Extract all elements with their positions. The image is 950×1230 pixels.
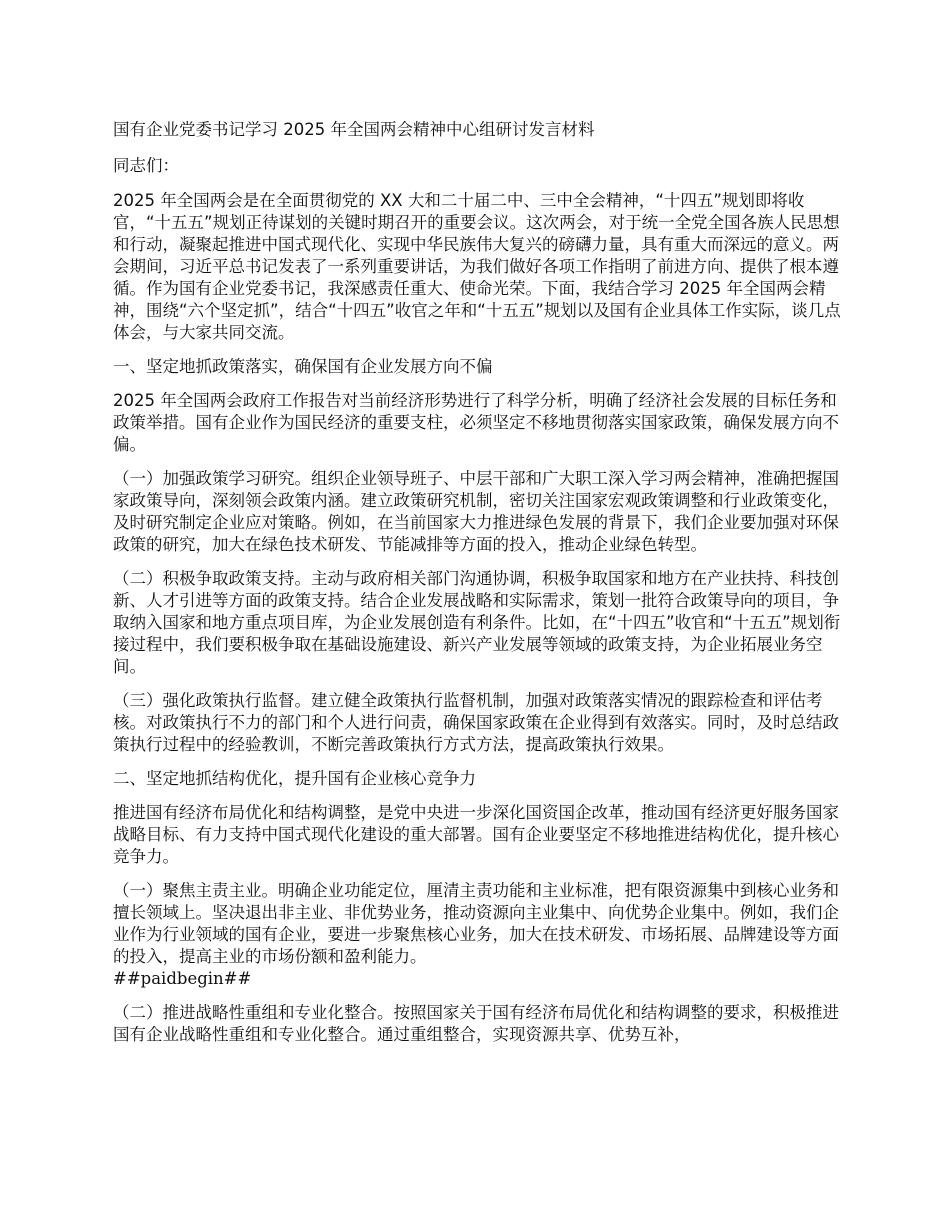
section-2-heading: 二、坚定地抓结构优化，提升国有企业核心竞争力: [113, 769, 476, 788]
section-1-point-1: （一）加强政策学习研究。组织企业领导班子、中层干部和广大职工深入学习两会精神，准确把握国家政策导向，深刻领会政策内涵。建立政策研究机制，密切关注国家宏观政策调整和行业政策变化，及时研究制定企业应对策略。例如，在当前国家大力推进绿色发展的背景下，我们企业要加强对环保政策的研究，加大在绿色技术研发、节能减排等方面的投入，推动企业绿色转型。: [113, 469, 839, 554]
section-2-point-1: [113, 880, 848, 990]
section-2-lead: 推进国有经济布局优化和结构调整，是党中央进一步深化国资国企改革，推动国有经济更好服务国家战略目标、有力支持中国式现代化建设的重大部署。国有企业要坚定不移地推进结构优化，提升核心竞争力。: [113, 803, 839, 866]
section-1-point-3: （三）强化政策执行监督。建立健全政策执行监督机制，加强对政策落实情况的跟踪检查和评估考核。对政策执行不力的部门和个人进行问责，确保国家政策在企业得到有效落实。同时，及时总结政策执行过程中的经验教训，不断完善政策执行方式方法，提高政策执行效果。: [113, 691, 839, 754]
section-1-heading: 一、坚定地抓政策落实，确保国有企业发展方向不偏: [113, 357, 493, 376]
section-1-point-2: （二）积极争取政策支持。主动与政府相关部门沟通协调，积极争取国家和地方在产业扶持、科技创新、人才引进等方面的政策支持。结合企业发展战略和实际需求，策划一批符合政策导向的项目，争取纳入国家和地方重点项目库，为企业发展创造有利条件。比如，在“十四五”收官和“十五五”规划衔接过程中，我们要积极争取在基础设施建设、新兴产业发展等领域的政策支持，为企业拓展业务空间。: [113, 569, 841, 676]
intro-paragraph: 2025 年全国两会是在全面贯彻党的 XX 大和二十届二中、三中全会精神，“十四五”规划即将收官，“十五五”规划正待谋划的关键时期召开的重要会议。这次两会，对于统一全党全国各族人民思想和行动，凝聚起推进中国式现代化、实现中华民族伟大复兴的磅礴力量，具有重大而深远的意义。两会期间，习近平总书记发表了一系列重要讲话，为我们做好各项工作指明了前进方向、提供了根本遵循。作为国有企业党委书记，我深感责任重大、使命光荣。下面，我结合学习 2025 年全国两会精神，围绕“六个坚定抓”，结合“十四五”收官之年和“十五五”规划以及国有企业具体工作实际，谈几点体会，与大家共同交流。: [113, 191, 841, 342]
section-2-point-1-text: （一）聚焦主责主业。明确企业功能定位，厘清主责功能和主业标准，把有限资源集中到核心业务和擅长领域上。坚决退出非主业、非优势业务，推动资源向主业集中、向优势企业集中。例如，我们企业作为行业领域的国有企业，要进一步聚焦核心业务，加大在技术研发、市场拓展、品牌建设等方面的投入，提高主业的市场份额和盈利能力。: [113, 881, 839, 966]
section-1-lead: 2025 年全国两会政府工作报告对当前经济形势进行了科学分析，明确了经济社会发展的目标任务和政策举措。国有企业作为国民经济的重要支柱，必须坚定不移地贯彻落实国家政策，确保发展方向不偏。: [113, 391, 839, 454]
paid-marker: ##paidbegin##: [113, 969, 252, 988]
section-2-point-2: （二）推进战略性重组和专业化整合。按照国家关于国有经济布局优化和结构调整的要求，积极推进国有企业战略性重组和专业化整合。通过重组整合，实现资源共享、优势互补，: [113, 1003, 839, 1044]
greeting: 同志们：: [113, 156, 179, 175]
document-page: [113, 118, 848, 1058]
document-title: 国有企业党委书记学习 2025 年全国两会精神中心组研讨发言材料: [113, 120, 595, 139]
